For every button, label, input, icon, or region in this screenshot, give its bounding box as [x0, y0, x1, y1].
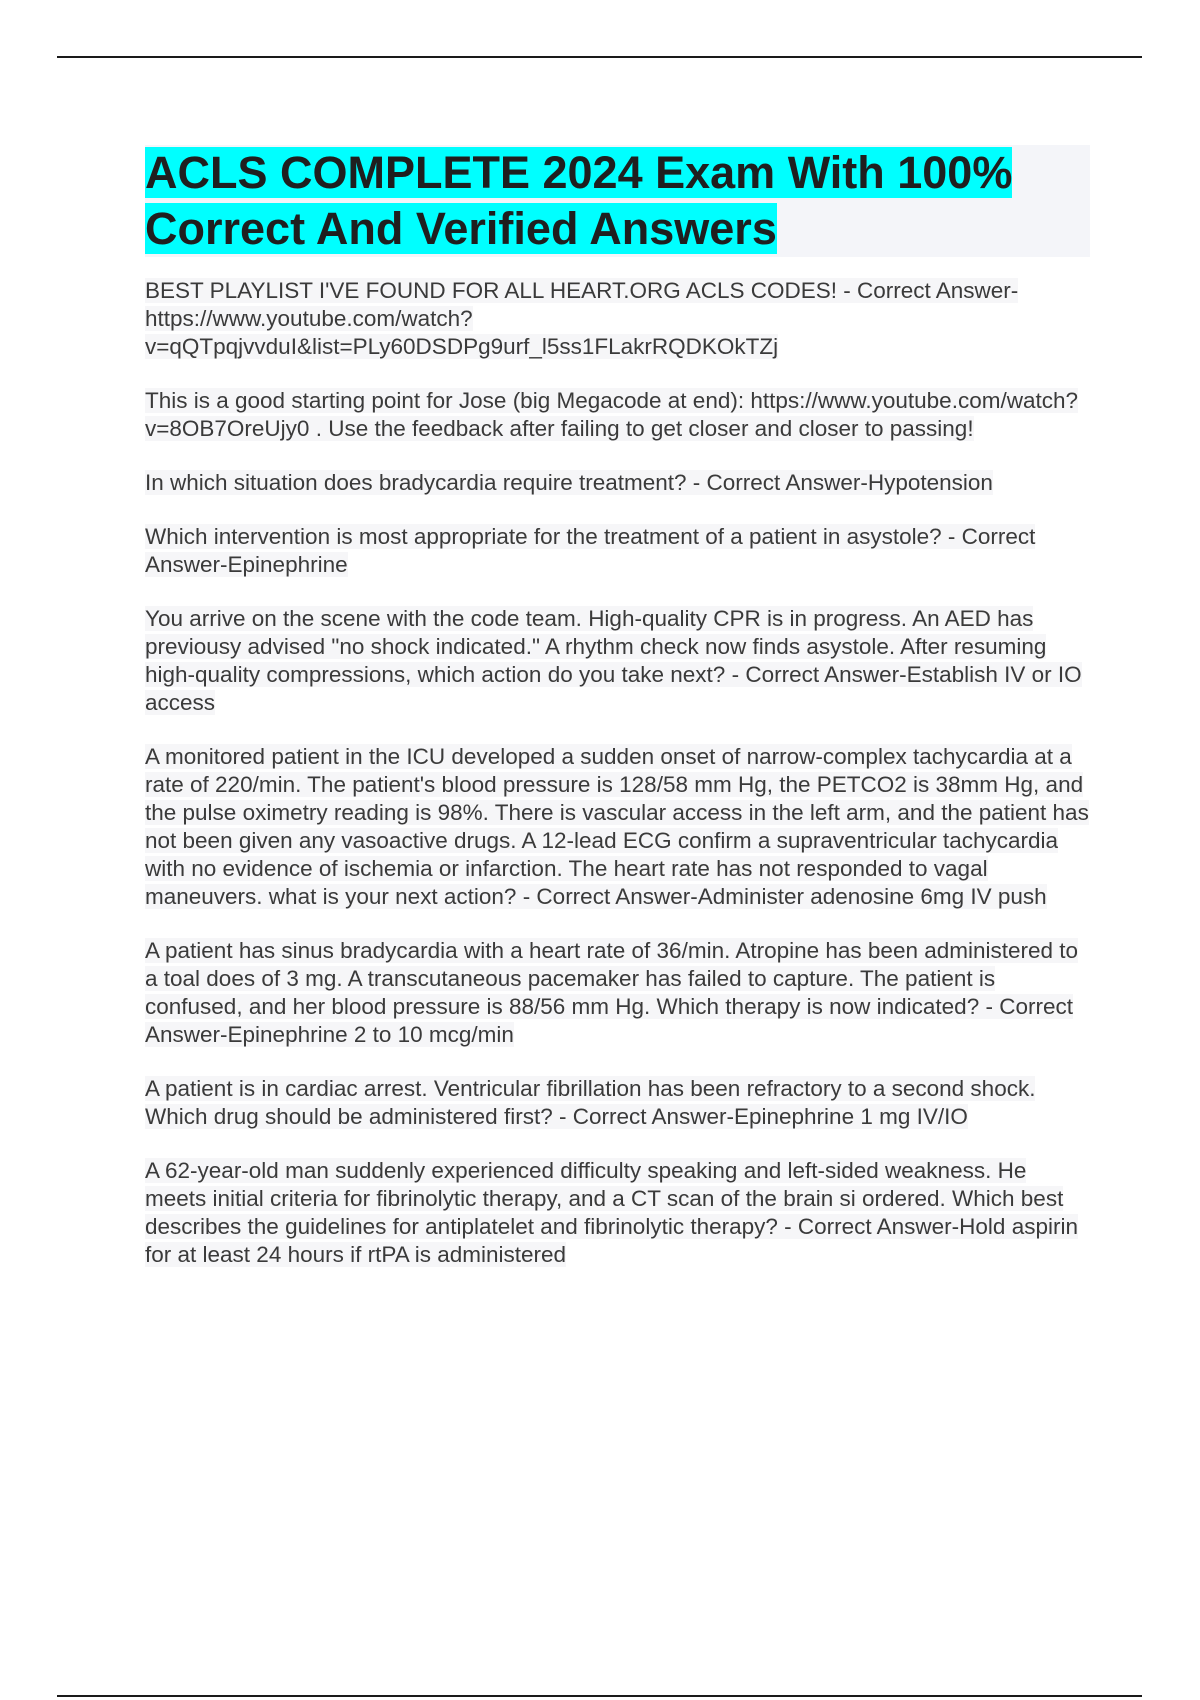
qa-entry-text: A 62-year-old man suddenly experienced difficulty speaking and left-sided weakness. He meets initial criteria for fibrinolytic therapy, and a CT scan of the brain si ordered. Which best describes the guidelines for antiplatelet and fibrinolytic therapy? - Correct Answer-Hold aspirin for at least 24 hours if rtPA is administered — [145, 1158, 1078, 1267]
qa-entry — [145, 937, 1090, 1049]
qa-entry-text: This is a good starting point for Jose (big Megacode at end): https://www.youtube.com/watch?v=8OB7OreUjy0 . Use the feedback after failing to get closer and closer to passing! — [145, 388, 1078, 441]
bottom-rule — [57, 1695, 1142, 1697]
document-title — [145, 145, 1090, 257]
document-title-text: ACLS COMPLETE 2024 Exam With 100% Correct And Verified Answers — [145, 147, 1013, 254]
qa-entry-text: BEST PLAYLIST I'VE FOUND FOR ALL HEART.ORG ACLS CODES! - Correct Answer-https://www.youtube.com/watch? v=qQTpqjvvduI&list=PLy60DSDPg9urf_l5ss1FLakrRQDKOkTZj — [145, 278, 1019, 359]
qa-entry-text: A patient is in cardiac arrest. Ventricular fibrillation has been refractory to a second shock. Which drug should be administered first? - Correct Answer-Epinephrine 1 mg IV/IO — [145, 1076, 1036, 1129]
document-body — [145, 145, 1090, 1295]
qa-entry — [145, 523, 1090, 579]
qa-entry-text: A patient has sinus bradycardia with a heart rate of 36/min. Atropine has been administered to a toal does of 3 mg. A transcutaneous pacemaker has failed to capture. The patient is confused, and her blood pressure is 88/56 mm Hg. Which therapy is now indicated? - Correct Answer-Epinephrine 2 to 10 mcg/min — [145, 938, 1079, 1047]
qa-entry-text: A monitored patient in the ICU developed a sudden onset of narrow-complex tachycardia at a rate of 220/min. The patient's blood pressure is 128/58 mm Hg, the PETCO2 is 38mm Hg, and the pulse oximetry reading is 98%. There is vascular access in the left arm, and the patient has not been given any vasoactive drugs. A 12-lead ECG confirm a supraventricular tachycardia with no evidence of ischemia or infarction. The heart rate has not responded to vagal maneuvers. what is your next action? - Correct Answer-Administer adenosine 6mg IV push — [145, 744, 1089, 909]
qa-entry — [145, 387, 1090, 443]
qa-entry-text: Which intervention is most appropriate for the treatment of a patient in asystole? - Correct Answer-Epinephrine — [145, 524, 1036, 577]
qa-entry — [145, 277, 1090, 361]
qa-entry — [145, 605, 1090, 717]
qa-entry — [145, 743, 1090, 911]
qa-entry-text: You arrive on the scene with the code team. High-quality CPR is in progress. An AED has previousy advised "no shock indicated." A rhythm check now finds asystole. After resuming high-quality compressions, which action do you take next? - Correct Answer-Establish IV or IO access — [145, 606, 1082, 715]
qa-entry — [145, 1075, 1090, 1131]
top-rule — [57, 56, 1142, 58]
qa-entry-text: In which situation does bradycardia require treatment? - Correct Answer-Hypotension — [145, 470, 993, 495]
qa-entry — [145, 469, 1090, 497]
qa-entry — [145, 1157, 1090, 1269]
